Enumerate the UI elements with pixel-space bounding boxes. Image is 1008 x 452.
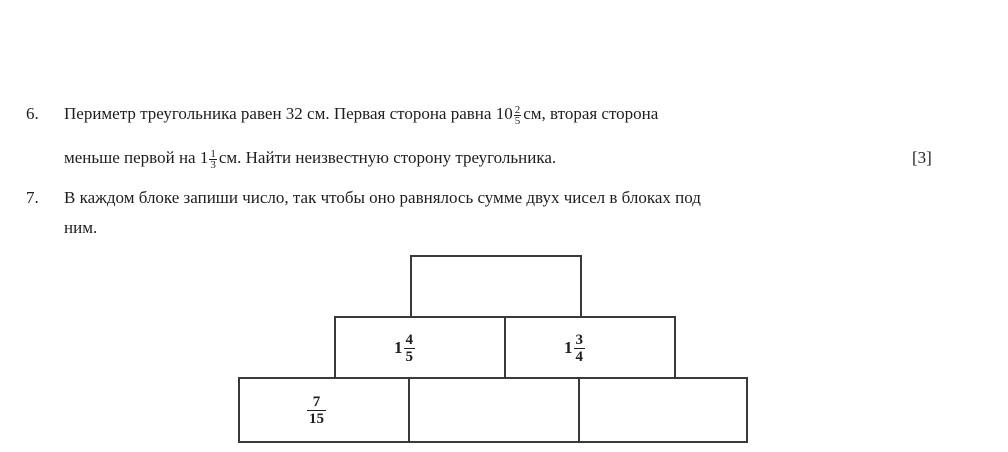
bottom-left-denominator: 15 <box>309 410 324 427</box>
middle-left-value <box>394 326 415 370</box>
middle-left-fraction <box>404 332 416 365</box>
task7-number: 7. <box>26 188 39 207</box>
middle-left-whole: 1 <box>394 338 403 357</box>
task6-line-2 <box>64 148 556 170</box>
middle-right-whole: 1 <box>564 338 573 357</box>
task7-line-1: В каждом блоке запиши число, так чтобы оно равнялось сумме двух чисел в блоках под <box>64 188 701 207</box>
pyramid-middle-right-block[interactable] <box>504 316 676 382</box>
task6-line-1 <box>64 104 658 126</box>
bottom-left-value <box>306 386 326 434</box>
bottom-left-fraction <box>307 394 326 427</box>
middle-left-denominator: 5 <box>405 348 413 365</box>
side1-fraction <box>514 105 522 126</box>
middle-right-fraction <box>574 332 586 365</box>
task6-score: [3] <box>912 148 932 167</box>
difference-fraction <box>209 149 217 170</box>
difference-fraction-denominator: 3 <box>210 158 216 171</box>
pyramid-bottom-right-block[interactable] <box>578 377 748 443</box>
side1-fraction-denominator: 5 <box>514 114 521 127</box>
bottom-left-numerator: 7 <box>307 394 326 411</box>
task6-number: 6. <box>26 104 39 123</box>
task6-text-2a: меньше первой на 1 <box>64 148 209 167</box>
pyramid-top-block[interactable] <box>410 255 582 321</box>
task6-text-1a: Периметр треугольника равен 32 см. Первая сторона равна 10 <box>64 104 513 123</box>
pyramid-middle-left-block[interactable] <box>334 316 506 382</box>
middle-right-denominator: 4 <box>575 348 583 365</box>
middle-right-value <box>564 326 585 370</box>
task6-text-2b: см. Найти неизвестную сторону треугольника. <box>218 148 557 167</box>
task6-text-1b: см, вторая сторона <box>523 104 659 123</box>
middle-right-numerator: 3 <box>575 331 583 348</box>
difference-fraction-numerator: 1 <box>210 147 216 160</box>
pyramid-bottom-middle-block[interactable] <box>408 377 580 443</box>
side1-fraction-numerator: 2 <box>514 103 521 116</box>
task7-line-2: ним. <box>64 218 98 237</box>
middle-left-numerator: 4 <box>405 331 413 348</box>
